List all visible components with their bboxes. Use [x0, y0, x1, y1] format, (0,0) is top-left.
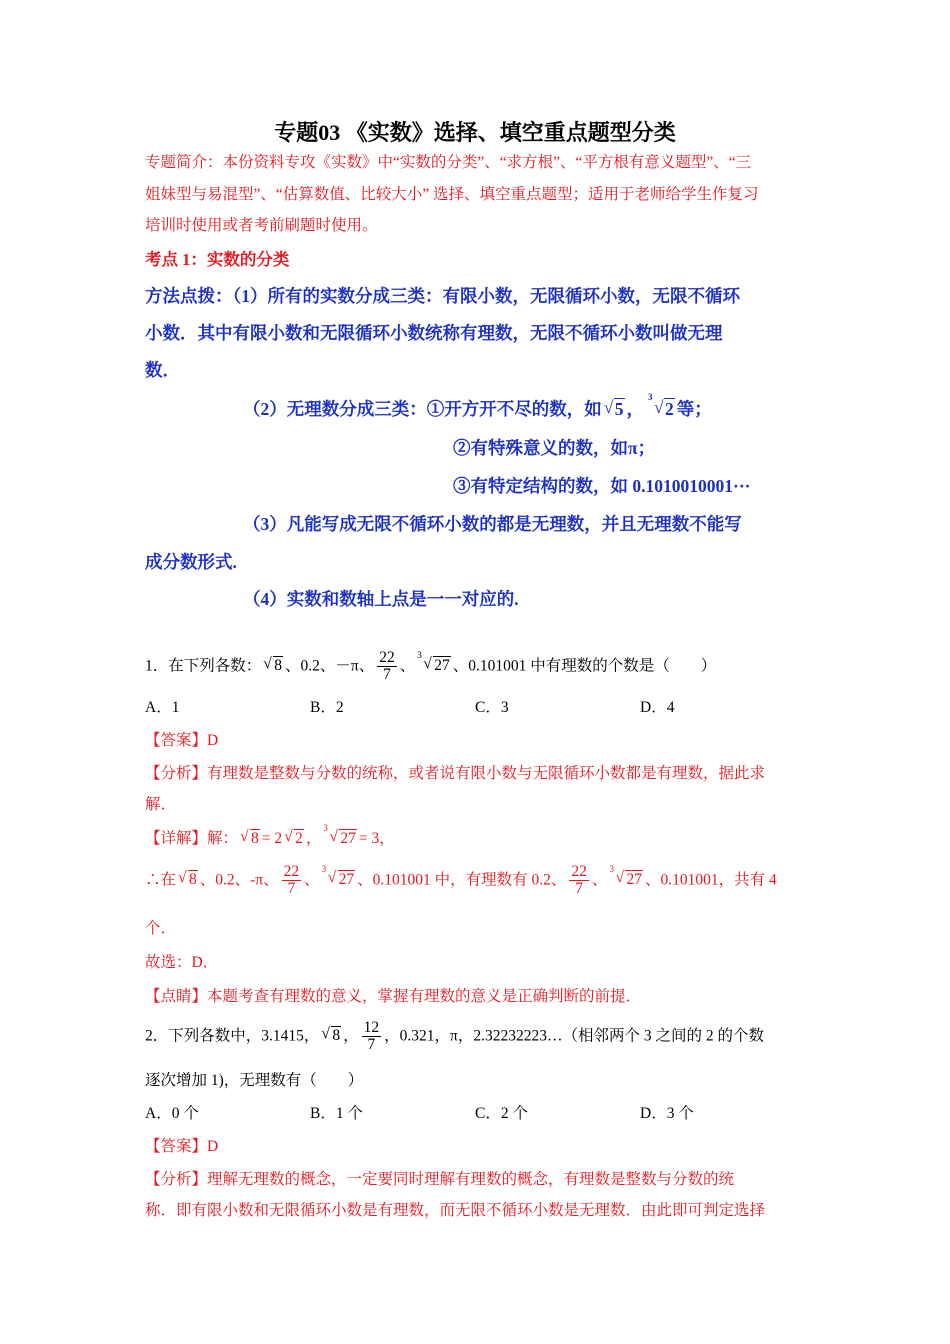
intro-line-3: 培训时使用或者考前刷题时使用。 — [145, 217, 378, 234]
q1-option-b: B．2 — [310, 699, 344, 716]
q1-option-a: A．1 — [145, 699, 180, 716]
question-2: 2．下列各数中，3.1415， √ 8 ， $\frac{12}{7}$ ，0.321，π，2.32232223…（相邻两个 3 之间的 2 的个数 — [145, 1019, 764, 1054]
q1-answer: 【答案】D — [145, 732, 219, 749]
sqrt-5: √ 5 — [603, 397, 624, 419]
q1-choose: 故选：D． — [145, 954, 219, 971]
fraction-22-7: $\frac{22}{7}$ — [571, 863, 587, 898]
method-line-1: 方法点拨：（1）所有的实数分成三类：有限小数，无限循环小数，无限不循环 — [145, 286, 740, 306]
q2-option-c: C．2 个 — [475, 1105, 528, 1122]
sqrt-8: √ 8 — [178, 869, 197, 889]
method-line-3: 数． — [145, 360, 180, 380]
q2-option-b: B．1 个 — [310, 1105, 363, 1122]
intro-line-1: 专题简介：本份资料专攻《实数》中“实数的分类”、“求方根”、“平方根有意义题型”、“三 — [145, 154, 752, 171]
cube-root-2: 3 √ 2 — [648, 392, 674, 419]
intro-line-2: 姐妹型与易混型”、“估算数值、比较大小” 选择、填空重点题型；适用于老师给学生作复习 — [145, 186, 759, 203]
method-line-4: （2）无理数分成三类：①开方开不尽的数，如 √ 5 ， 3 √ 2 等； — [243, 392, 712, 419]
q2-option-d: D．3 个 — [640, 1105, 694, 1122]
method-text: （2）无理数分成三类：①开方开不尽的数，如 — [243, 399, 602, 419]
q1-option-c: C．3 — [475, 699, 509, 716]
cube-root-27: 3 √ 27 — [323, 823, 356, 847]
fraction-12-7: $\frac{12}{7}$ — [363, 1019, 380, 1054]
q1-analysis-line-2: 解． — [145, 796, 177, 813]
method-line-5: ②有特殊意义的数，如π； — [453, 438, 656, 458]
q2-answer: 【答案】D — [145, 1138, 219, 1155]
q1-option-d: D．4 — [640, 699, 675, 716]
method-line-2: 小数．其中有限小数和无限循环小数统称有理数，无限不循环小数叫做无理 — [145, 323, 723, 343]
sqrt-8: √ 8 — [321, 1025, 341, 1045]
q2-option-a: A．0 个 — [145, 1105, 199, 1122]
q2-analysis-line-1: 【分析】理解无理数的概念，一定要同时理解有理数的概念，有理数是整数与分数的统 — [145, 1171, 735, 1188]
cube-root-27: 3 √ 27 — [321, 864, 355, 889]
page-title: 专题03 《实数》选择、填空重点题型分类 — [274, 120, 676, 145]
q1-analysis-line-1: 【分析】有理数是整数与分数的统称，或者说有限小数与无限循环小数都是有理数，据此求 — [145, 765, 766, 782]
question-1: 1．在下列各数： √ 8 、0.2、－π、 $\frac{22}{7}$ 、 3 √ 27 、0.101001 中有理数的个数是（ ） — [145, 649, 717, 684]
q1-therefore: ∴在 √ 8 、0.2、-π、 $\frac{22}{7}$ 、 3 √ 27 、0.101001 中，有理数有 0.2、 $\frac{22}{7}$ 、 3 √ 27 、0.101001，共有 4 — [145, 863, 777, 898]
method-line-9: （4）实数和数轴上点是一一对应的. — [243, 589, 519, 609]
q1-therefore-line-2: 个． — [145, 920, 177, 937]
method-line-6: ③有特定结构的数，如 0.1010010001··· — [453, 476, 751, 496]
question-2-line-2: 逐次增加 1)，无理数有（ ） — [145, 1072, 364, 1089]
sqrt-8: √ 8 — [263, 655, 283, 675]
q1-detail: 【详解】解： √ 8 = 2 √ 2 ， 3 √ 27 = 3， — [145, 823, 395, 847]
sqrt-2: √ 2 — [284, 828, 303, 847]
q1-comment: 【点睛】本题考查有理数的意义，掌握有理数的意义是正确判断的前提． — [145, 988, 642, 1005]
fraction-22-7: $\frac{22}{7}$ — [379, 649, 395, 684]
q2-analysis-line-2: 称．即有限小数和无限循环小数是有理数，而无限不循环小数是无理数．由此即可判定选择 — [145, 1202, 766, 1219]
method-line-8: 成分数形式. — [145, 552, 237, 572]
section-heading: 考点 1：实数的分类 — [145, 250, 290, 269]
fraction-22-7: $\frac{22}{7}$ — [283, 863, 300, 898]
sqrt-8: √ 8 — [240, 828, 259, 847]
method-line-7: （3）凡能写成无限不循环小数的都是无理数，并且无理数不能写 — [243, 514, 742, 534]
cube-root-27: 3 √ 27 — [609, 864, 642, 889]
cube-root-27: 3 √ 27 — [417, 650, 450, 675]
